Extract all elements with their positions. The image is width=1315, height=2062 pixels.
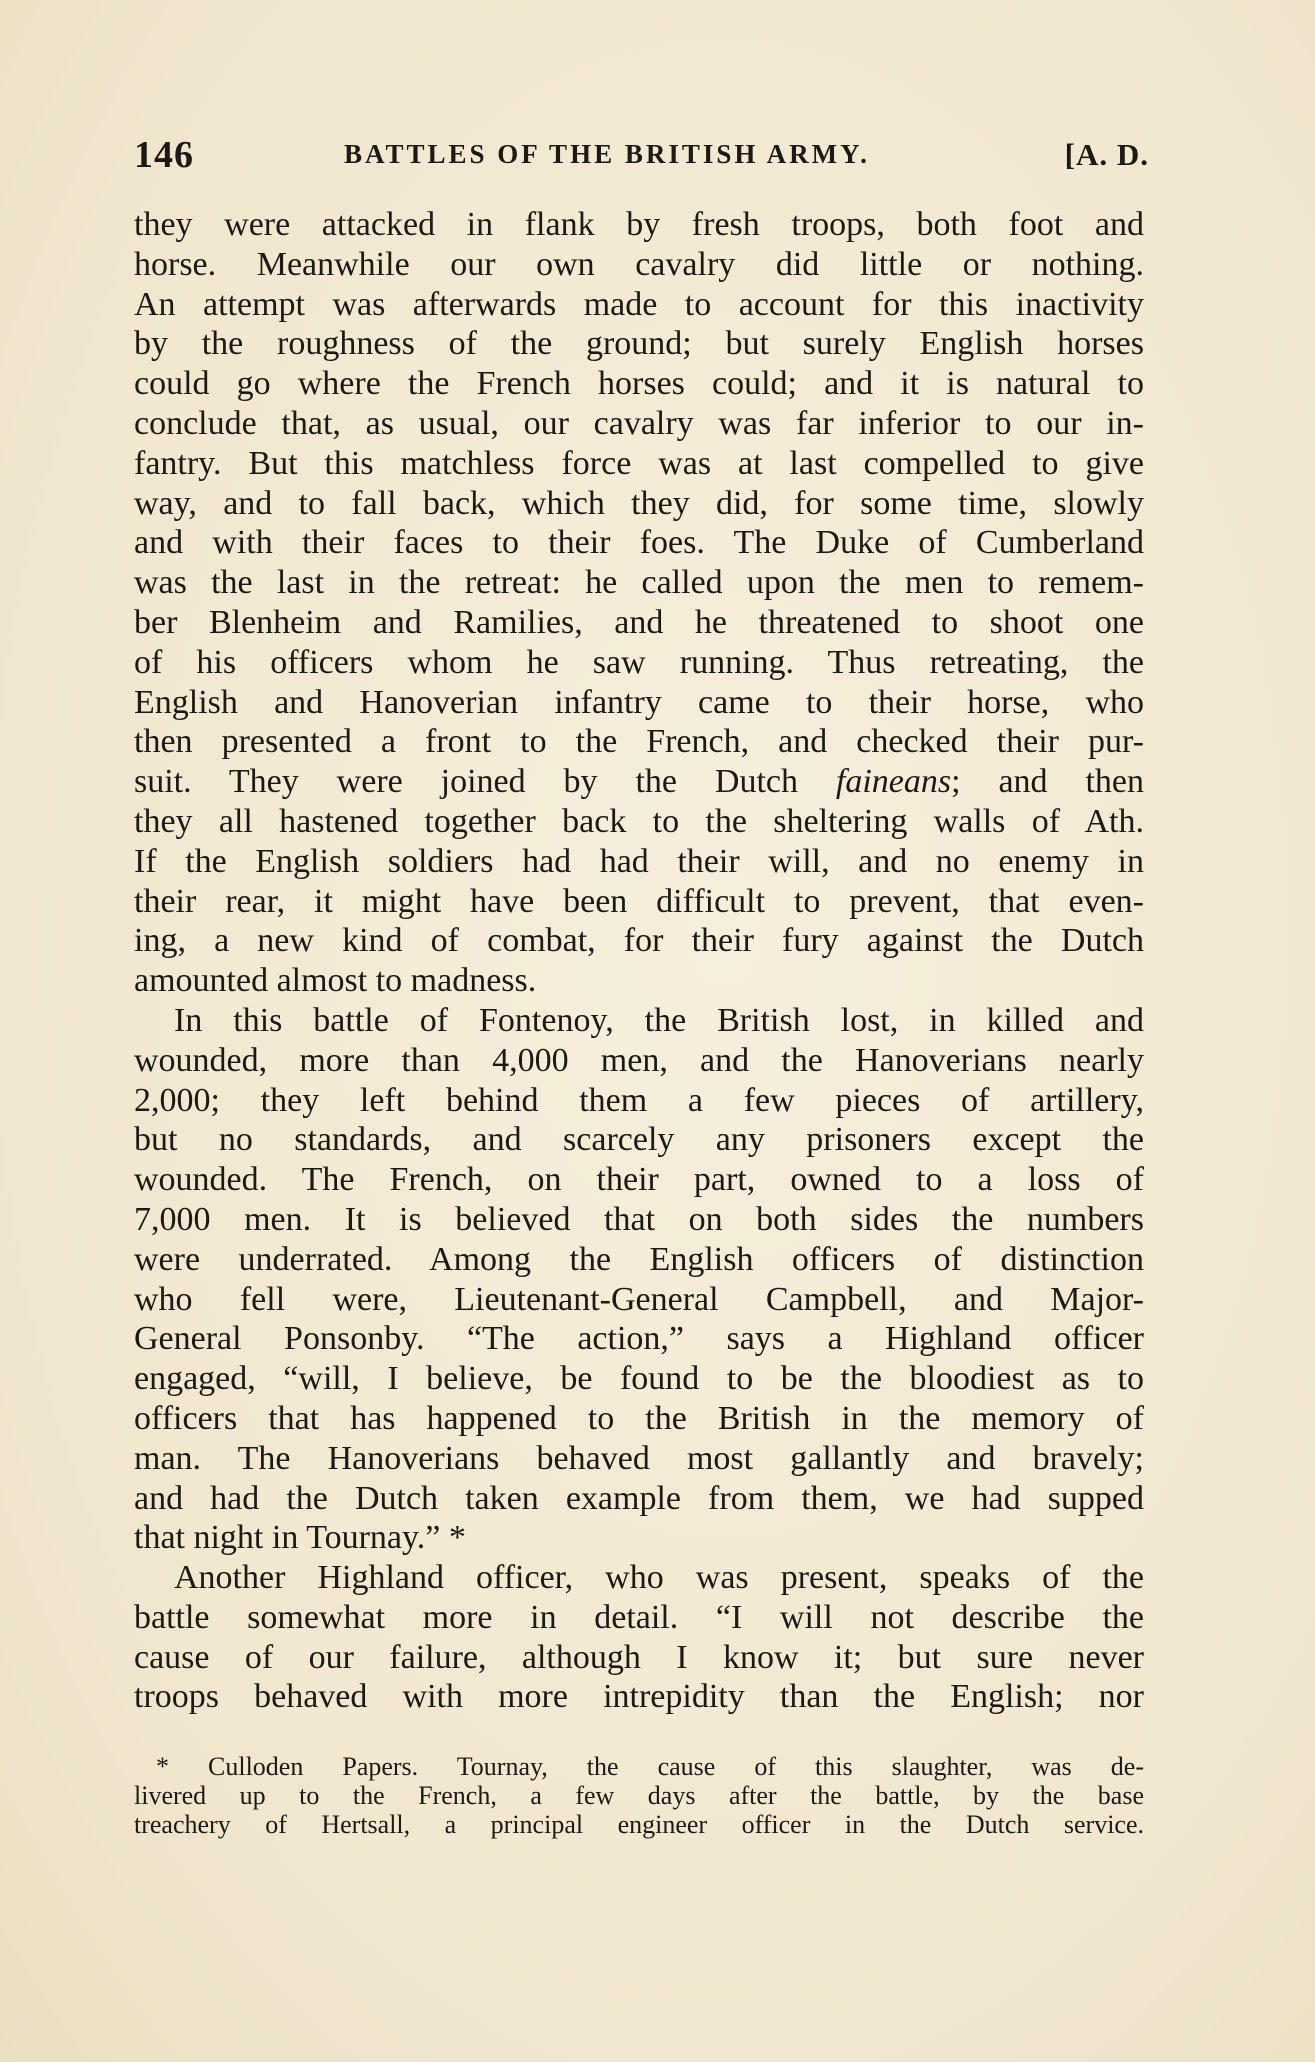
- text-line: were underrated. Among the English officers of distinction: [134, 1240, 1144, 1278]
- text-line: conclude that, as usual, our cavalry was far inferior to our in-: [134, 404, 1144, 442]
- text-line: then presented a front to the French, and checked their pur-: [134, 723, 1144, 761]
- text-line: but no standards, and scarcely any prisoners except the: [134, 1121, 1144, 1159]
- text-line: amounted almost to madness.: [134, 962, 537, 1000]
- text-line: engaged, “will, I believe, be found to be the bloodiest as to: [134, 1360, 1144, 1398]
- text-line: cause of our failure, although I know it; but sure never: [134, 1638, 1144, 1676]
- text-segment: ; and then: [951, 763, 1144, 801]
- footnote-line: livered up to the French, a few days after the battle, by the base: [134, 1781, 1144, 1810]
- text-line: and had the Dutch taken example from them, we had supped: [134, 1479, 1144, 1517]
- footnote: [134, 1752, 1144, 1839]
- text-line: of his officers whom he saw running. Thus retreating, the: [134, 643, 1144, 681]
- text-line: In this battle of Fontenoy, the British lost, in killed and: [174, 1001, 1144, 1039]
- text-line: was the last in the retreat: he called upon the men to remem-: [134, 564, 1144, 602]
- running-title: BATTLES OF THE BRITISH ARMY.: [344, 139, 870, 169]
- text-line: their rear, it might have been difficult to prevent, that even-: [134, 882, 1144, 920]
- text-line: who fell were, Lieutenant-General Campbell, and Major-: [134, 1280, 1144, 1318]
- text-line: battle somewhat more in detail. “I will not describe the: [134, 1598, 1144, 1636]
- text-line: way, and to fall back, which they did, for some time, slowly: [134, 484, 1144, 522]
- footnote-line: treachery of Hertsall, a principal engineer officer in the Dutch service.: [134, 1810, 1144, 1839]
- body-text: [134, 205, 1144, 1717]
- text-line: could go where the French horses could; and it is natural to: [134, 365, 1144, 403]
- text-line: fantry. But this matchless force was at last compelled to give: [134, 444, 1144, 482]
- text-line: wounded. The French, on their part, owned to a loss of: [134, 1161, 1144, 1199]
- text-line: General Ponsonby. “The action,” says a Highland officer: [134, 1320, 1144, 1358]
- text-line: 7,000 men. It is believed that on both sides the numbers: [134, 1200, 1144, 1238]
- text-line: and with their faces to their foes. The Duke of Cumberland: [134, 524, 1144, 562]
- text-line: English and Hanoverian infantry came to their horse, who: [134, 683, 1144, 721]
- text-line: they were attacked in flank by fresh troops, both foot and: [134, 206, 1144, 243]
- text-line-with-italic: [134, 762, 1144, 802]
- text-line: they all hastened together back to the sheltering walls of Ath.: [134, 802, 1144, 840]
- text-line: troops behaved with more intrepidity than the English; nor: [134, 1678, 1144, 1716]
- text-line: 2,000; they left behind them a few pieces of artillery,: [134, 1081, 1144, 1119]
- text-line: that night in Tournay.” *: [134, 1519, 466, 1557]
- italic-word: faineans: [835, 763, 952, 801]
- text-line: by the roughness of the ground; but surely English horses: [134, 325, 1144, 363]
- text-line: ber Blenheim and Ramilies, and he threatened to shoot one: [134, 603, 1144, 641]
- text-line: horse. Meanwhile our own cavalry did little or nothing.: [134, 245, 1144, 283]
- text-line: officers that has happened to the British in the memory of: [134, 1399, 1144, 1437]
- page-header: [134, 133, 1149, 177]
- text-line: An attempt was afterwards made to account for this inactivity: [134, 285, 1144, 323]
- footnote-line: * Culloden Papers. Tournay, the cause of this slaughter, was de-: [156, 1752, 1144, 1781]
- page-number: 146: [134, 134, 194, 176]
- text-line: ing, a new kind of combat, for their fury against the Dutch: [134, 922, 1144, 960]
- text-segment: suit. They were joined by the Dutch: [134, 763, 798, 801]
- running-head-date: [A. D.: [1064, 137, 1149, 172]
- text-line: If the English soldiers had had their will, and no enemy in: [134, 842, 1144, 880]
- text-line: man. The Hanoverians behaved most gallantly and bravely;: [134, 1439, 1144, 1477]
- text-line: Another Highland officer, who was present, speaks of the: [174, 1559, 1144, 1597]
- text-line: wounded, more than 4,000 men, and the Hanoverians nearly: [134, 1041, 1144, 1079]
